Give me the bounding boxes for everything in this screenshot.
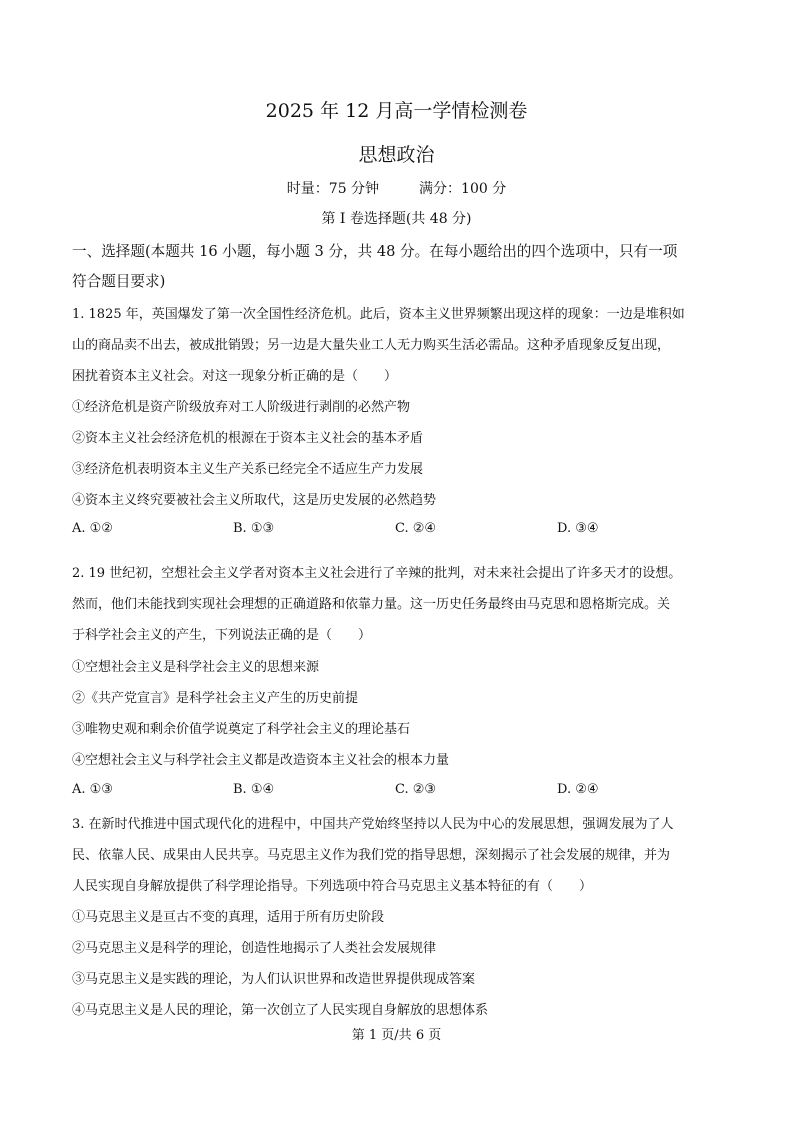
time-limit: 时量：75 分钟 — [286, 181, 380, 197]
question-2-stem: 于科学社会主义的产生，下列说法正确的是（ ） — [72, 628, 372, 643]
question-1-option-a[interactable]: A. ①② — [72, 521, 113, 536]
question-2-statement: ②《共产党宣言》是科学社会主义产生的历史前提 — [72, 691, 359, 706]
question-3-stem: 3. 在新时代推进中国式现代化的进程中，中国共产党始终坚持以人民为中心的发展思想，强调发展为了人 — [72, 817, 674, 832]
question-1-option-c[interactable]: C. ②④ — [395, 521, 437, 536]
section-heading: 第 I 卷选择题(共 48 分) — [321, 211, 472, 227]
instructions-line: 符合题目要求) — [72, 273, 166, 290]
question-2-statement: ①空想社会主义是科学社会主义的思想来源 — [72, 660, 320, 675]
question-3-statement: ①马克思主义是亘古不变的真理，适用于所有历史阶段 — [72, 910, 385, 925]
question-1-statement: ③经济危机表明资本主义生产关系已经完全不适应生产力发展 — [72, 462, 424, 477]
question-3-statement: ④马克思主义是人民的理论，第一次创立了人民实现自身解放的思想体系 — [72, 1003, 489, 1018]
full-score: 满分：100 分 — [419, 181, 507, 197]
question-3-stem: 民、依靠人民、成果由人民共享。马克思主义作为我们党的指导思想，深刻揭示了社会发展的规律，并为 — [72, 848, 671, 863]
question-1-stem: 困扰着资本主义社会。对这一现象分析正确的是（ ） — [72, 369, 398, 384]
question-3-stem: 人民实现自身解放提供了科学理论指导。下列选项中符合马克思主义基本特征的有（ ） — [72, 879, 593, 894]
exam-title: 2025 年 12 月高一学情检测卷 — [265, 100, 528, 122]
question-2-statement: ③唯物史观和剩余价值学说奠定了科学社会主义的理论基石 — [72, 722, 411, 737]
question-2-option-c[interactable]: C. ②③ — [395, 782, 437, 797]
subject-title: 思想政治 — [358, 144, 435, 166]
question-1-statement: ④资本主义终究要被社会主义所取代，这是历史发展的必然趋势 — [72, 493, 437, 508]
question-1-stem: 山的商品卖不出去，被成批销毁；另一边是大量失业工人无力购买生活必需品。这种矛盾现象反复出现， — [72, 338, 671, 353]
page-footer: 第 1 页/共 6 页 — [351, 1028, 442, 1043]
exam-meta — [0, 178, 793, 198]
question-3-statement: ②马克思主义是科学的理论，创造性地揭示了人类社会发展规律 — [72, 941, 437, 956]
question-1-option-d[interactable]: D. ③④ — [557, 521, 599, 536]
question-2-stem: 然而，他们未能找到实现社会理想的正确道路和依靠力量。这一历史任务最终由马克思和恩格斯完成。关 — [72, 597, 671, 612]
question-2-option-d[interactable]: D. ②④ — [557, 782, 599, 797]
question-1-statement: ①经济危机是资产阶级放弃对工人阶级进行剥削的必然产物 — [72, 400, 411, 415]
question-3-statement: ③马克思主义是实践的理论，为人们认识世界和改造世界提供现成答案 — [72, 972, 476, 987]
question-1-option-b[interactable]: B. ①③ — [233, 521, 275, 536]
question-2-option-a[interactable]: A. ①③ — [72, 782, 113, 797]
instructions-line: 一、选择题(本题共 16 小题，每小题 3 分，共 48 分。在每小题给出的四个选项中，只有一项 — [72, 243, 678, 260]
question-1-statement: ②资本主义社会经济危机的根源在于资本主义社会的基本矛盾 — [72, 431, 424, 446]
question-2-stem: 2. 19 世纪初，空想社会主义学者对资本主义社会进行了辛辣的批判，对未来社会提出了许多天才的设想。 — [72, 566, 682, 581]
question-1-stem: 1. 1825 年，英国爆发了第一次全国性经济危机。此后，资本主义世界频繁出现这样的现象：一边是堆积如 — [72, 307, 685, 322]
question-2-option-b[interactable]: B. ①④ — [233, 782, 275, 797]
question-2-statement: ④空想社会主义与科学社会主义都是改造资本主义社会的根本力量 — [72, 753, 450, 768]
